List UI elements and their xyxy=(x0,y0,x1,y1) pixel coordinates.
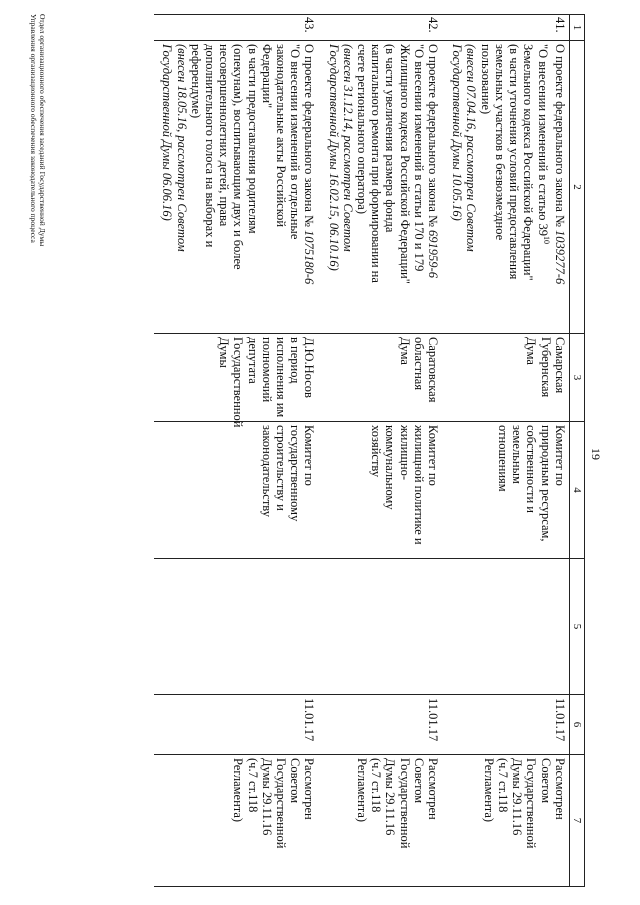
committee-line: коммунальному xyxy=(383,425,398,510)
initiator-line: депутата xyxy=(245,337,260,384)
bill-note-line: Государственной Думы 06.06.16) xyxy=(160,44,175,221)
column-5-cell xyxy=(318,559,442,695)
committee-line: природным ресурсам, xyxy=(538,425,553,542)
status-line: Регламента) xyxy=(231,758,246,823)
initiator-line: исполнения им xyxy=(273,337,288,418)
status-line: Рассмотрен xyxy=(426,758,441,820)
committee-line: жилищной политике и xyxy=(411,425,426,545)
rotated-page-content xyxy=(25,8,615,893)
bill-note-line: (внесен 18.05.16, рассмотрен Советом xyxy=(174,44,189,252)
bill-title-line: референдуме) xyxy=(188,44,203,119)
committee xyxy=(318,422,442,559)
bill-number: 1039277-6 xyxy=(552,230,567,285)
bill-title-line: "О внесении изменений в статьи 170 и 179 xyxy=(411,44,426,272)
footer xyxy=(29,14,47,246)
bill-title-line: "О внесении изменений в статью $39^{10}$ xyxy=(535,44,551,245)
status xyxy=(154,755,318,887)
bill-title-line: (опекунам), воспитывающим двух и более xyxy=(231,44,246,270)
column-5-cell xyxy=(154,559,318,695)
bill-description xyxy=(154,41,318,334)
column-header: 6 xyxy=(569,695,584,755)
bill-number: 691959-6 xyxy=(426,230,441,278)
bill-title-line: (в части уточнения условий предоставления xyxy=(507,44,522,280)
table-row xyxy=(442,15,569,887)
column-header: 5 xyxy=(569,559,584,695)
date-cell: 11.01.17 xyxy=(318,695,442,755)
bill-prefix: О проекте федерального закона № xyxy=(302,44,317,231)
column-header: 4 xyxy=(569,422,584,559)
status-line: Регламента) xyxy=(481,758,496,823)
date-cell: 11.01.17 xyxy=(442,695,569,755)
initiator xyxy=(442,334,569,422)
status-line: Регламента) xyxy=(355,758,369,823)
initiator-line: Думы xyxy=(217,337,232,368)
bill-heading xyxy=(426,44,440,330)
bills-table xyxy=(154,14,585,887)
bill-note-line: (внесен 31.12.14, рассмотрен Советом xyxy=(340,44,355,252)
bill-title-line: дополнительного голоса на выборах и xyxy=(202,44,217,248)
status-line: (ч.7 ст.118 xyxy=(495,758,510,813)
bill-title-line: (в части предоставления родителям xyxy=(245,44,260,234)
bill-heading xyxy=(302,44,316,330)
committee-line: Комитет по xyxy=(302,425,317,486)
initiator-line: полномочий xyxy=(259,337,274,403)
table-row xyxy=(154,15,318,887)
status-line: Думы 29.11.16 xyxy=(259,758,274,836)
page-number: 19 xyxy=(589,448,603,460)
header-row xyxy=(569,15,584,887)
committee-line: Комитет по xyxy=(426,425,441,486)
committee-line: законодательству xyxy=(259,425,274,518)
footer-line: Отдел организационного обеспечения заседаний Государственной Думы xyxy=(38,14,47,247)
committee-line: жилищно- xyxy=(397,425,412,480)
committee xyxy=(154,422,318,559)
committee-line: хозяйству xyxy=(369,425,384,478)
initiator-line: Губернская Дума xyxy=(524,337,553,398)
bill-number: 1075180-6 xyxy=(302,230,317,285)
initiator-line: Саратовская xyxy=(426,337,441,403)
status-line: Рассмотрен xyxy=(552,758,567,820)
bill-note-line: (внесен 07.04.16, рассмотрен Советом xyxy=(464,44,479,252)
bill-heading xyxy=(553,44,567,330)
bill-note-line: Государственной Думы 10.05.16) xyxy=(450,44,465,221)
table-row xyxy=(318,15,442,887)
bill-title-line: "О внесении изменений в отдельные xyxy=(288,44,303,240)
bill-title-line: несовершеннолетних детей, права xyxy=(217,44,232,227)
bill-title-line: пользование) xyxy=(478,44,493,115)
status-line: Государственной xyxy=(524,758,539,849)
initiator xyxy=(154,334,318,428)
status-line: (ч.7 ст.118 xyxy=(245,758,260,813)
bill-title-line: законодательные акты Российской xyxy=(273,44,288,228)
committee xyxy=(442,422,569,559)
column-header: 7 xyxy=(569,755,584,887)
date-cell: 11.01.17 xyxy=(154,695,318,755)
column-header: 2 xyxy=(569,41,584,334)
bill-prefix: О проекте федерального закона № xyxy=(426,44,441,231)
status-line: Государственной xyxy=(397,758,412,849)
bill-title-line: счете регионального оператора) xyxy=(355,44,369,215)
bill-title-line: (в части увеличения размера фонда xyxy=(383,44,398,233)
bill-title-line: капитального ремонта при формировании на xyxy=(369,44,384,283)
footer-line: Управления организационного обеспечения законодательного процесса xyxy=(29,14,38,243)
status-line: Советом xyxy=(288,758,303,804)
committee-line: государственному xyxy=(288,425,303,522)
committee-line: отношениям xyxy=(495,425,510,492)
bill-description xyxy=(318,41,442,334)
article-superscript: 10 xyxy=(541,236,551,245)
bill-title-line: Федерации" xyxy=(259,44,274,109)
committee-line: собственности и xyxy=(524,425,539,514)
committee-line: строительству и xyxy=(273,425,288,511)
column-header: 1 xyxy=(569,15,584,41)
status-line: Рассмотрен xyxy=(302,758,317,820)
initiator-line: Государственной xyxy=(231,337,246,428)
status xyxy=(442,755,569,887)
status-line: (ч.7 ст.118 xyxy=(369,758,384,813)
initiator-line: Д.Ю.Носов xyxy=(302,337,317,398)
row-number: 42. xyxy=(318,15,442,41)
row-number: 43. xyxy=(154,15,318,41)
bill-title-line: земельных участков в безвозмездное xyxy=(492,44,507,241)
initiator-line: Самарская xyxy=(552,337,567,394)
status-line: Советом xyxy=(538,758,553,804)
initiator xyxy=(318,334,442,422)
status-line: Советом xyxy=(411,758,426,804)
column-header: 3 xyxy=(569,334,584,422)
column-5-cell xyxy=(442,559,569,695)
initiator-line: областная Дума xyxy=(397,337,426,391)
status xyxy=(318,755,442,887)
committee-line: Комитет по xyxy=(552,425,567,486)
bill-description xyxy=(442,41,569,334)
bill-title-line: Земельного кодекса Российской Федерации" xyxy=(521,44,536,281)
bill-note-line: Государственной Думы 16.02.15, 06.10.16) xyxy=(326,44,341,271)
initiator-line: в период xyxy=(288,337,303,384)
status-line: Думы 29.11.16 xyxy=(383,758,398,836)
status-line: Государственной xyxy=(273,758,288,849)
committee-line: земельным xyxy=(510,425,525,484)
row-number: 41. xyxy=(442,15,569,41)
bill-prefix: О проекте федерального закона № xyxy=(552,44,567,231)
bill-title-line: Жилищного кодекса Российской Федерации" xyxy=(397,44,412,284)
status-line: Думы 29.11.16 xyxy=(510,758,525,836)
